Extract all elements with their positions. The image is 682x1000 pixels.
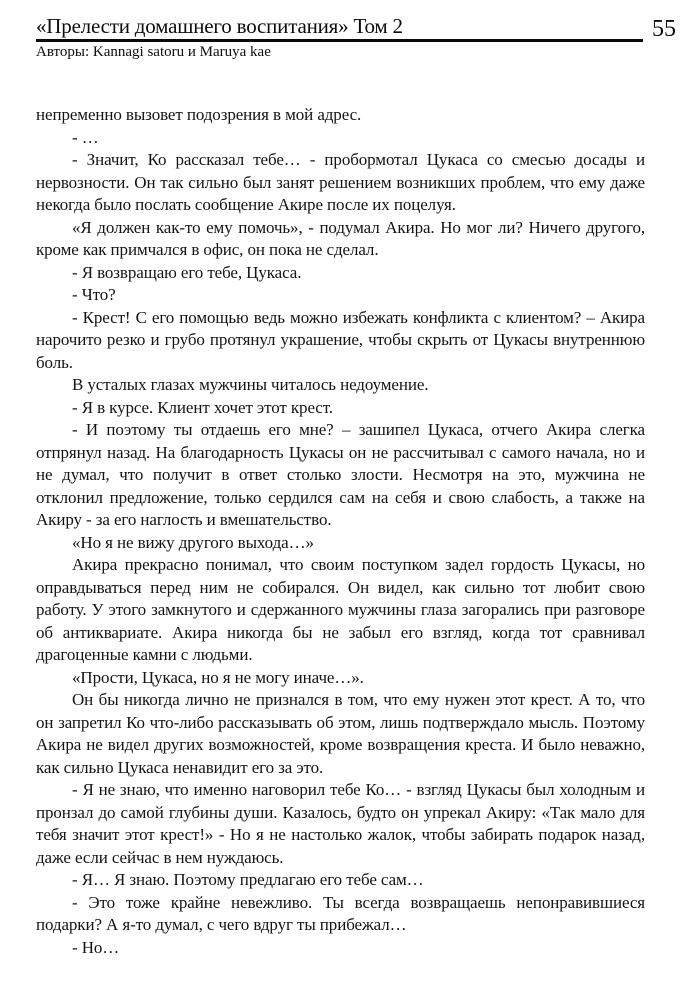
paragraph: В усталых глазах мужчины читалось недоумение. (72, 375, 429, 394)
paragraph: - Я возвращаю его тебе, Цукаса. (72, 262, 302, 282)
paragraph: - Я в курсе. Клиент хочет этот крест. (72, 397, 333, 417)
paragraph: «Я должен как-то ему помочь», - подумал Акира. Но мог ли? Ничего другого, кроме как примчался в офис, он пока не сделал. (36, 217, 645, 259)
header-row (36, 14, 676, 42)
authors-line: Авторы: Kannagi satoru и Maruya kae (36, 44, 271, 60)
paragraph: - Но… (72, 937, 120, 957)
body-text (36, 104, 645, 959)
paragraph: - И поэтому ты отдаешь его мне? – зашипел Цукаса, отчего Акира слегка отпрянул назад. На благодарность Цукасы он не рассчитывал с самого начала, но и не думал, что получит в ответ столько злости. Несмотря на это, мужчина не отклонил предложение, только сердился сам на себя и свою слабость, а также на Акиру - за его наглость и вмешательство. (36, 420, 645, 529)
paragraph: «Прости, Цукаса, но я не могу иначе…». (72, 667, 364, 687)
paragraph: - … (72, 127, 99, 147)
book-title: «Прелести домашнего воспитания» Том 2 (36, 14, 403, 38)
paragraph: - Я не знаю, что именно наговорил тебе Ко… - взгляд Цукасы был холодным и пронзал до самой глубины души. Казалось, будто он упрекал Акиру: «Так мало для тебя значит этот крест!» - Но я не настолько жалок, чтобы забирать подарок назад, даже если сейчас в нем нуждаюсь. (36, 780, 645, 867)
paragraph: - Значит, Ко рассказал тебе… - пробормотал Цукаса со смесью досады и нервозности. Он так сильно был занят решением возникших проблем, что ему даже некогда было послать сообщение Акире после их поцелуя. (36, 150, 645, 214)
paragraph: - Я… Я знаю. Поэтому предлагаю его тебе сам… (72, 870, 424, 889)
paragraph: «Но я не вижу другого выхода…» (72, 532, 314, 552)
paragraph: Акира прекрасно понимал, что своим поступком задел гордость Цукасы, но оправдываться перед ним не собирался. Он видел, как сильно тот любит свою работу. У этого замкнутого и сдержанного мужчины глаза загорались при разговоре об антиквариате. Акира никогда бы не забыл его взгляд, когда тот сравнивал драгоценные камни с людьми. (36, 555, 645, 664)
paragraph: Он бы никогда лично не признался в том, что ему нужен этот крест. А то, что он запретил Ко что-либо рассказывать об этом, лишь подтверждало мысль. Поэтому Акира не видел других возможностей, кроме возвращения креста. И было неважно, как сильно Цукаса ненавидит его за это. (36, 690, 645, 777)
paragraph: - Это тоже крайне невежливо. Ты всегда возвращаешь непонравившиеся подарки? А я-то думал, с чего вдруг ты прибежал… (36, 892, 645, 934)
page-number: 55 (652, 16, 676, 42)
page-header (36, 14, 676, 61)
paragraph: - Крест! С его помощью ведь можно избежать конфликта с клиентом? – Акира нарочито резко и грубо протянул украшение, чтобы скрыть от Цукасы внутреннюю боль. (36, 307, 645, 372)
paragraph: непременно вызовет подозрения в мой адрес. (36, 105, 362, 124)
header-rule (36, 14, 643, 42)
paragraph: - Что? (72, 285, 116, 304)
